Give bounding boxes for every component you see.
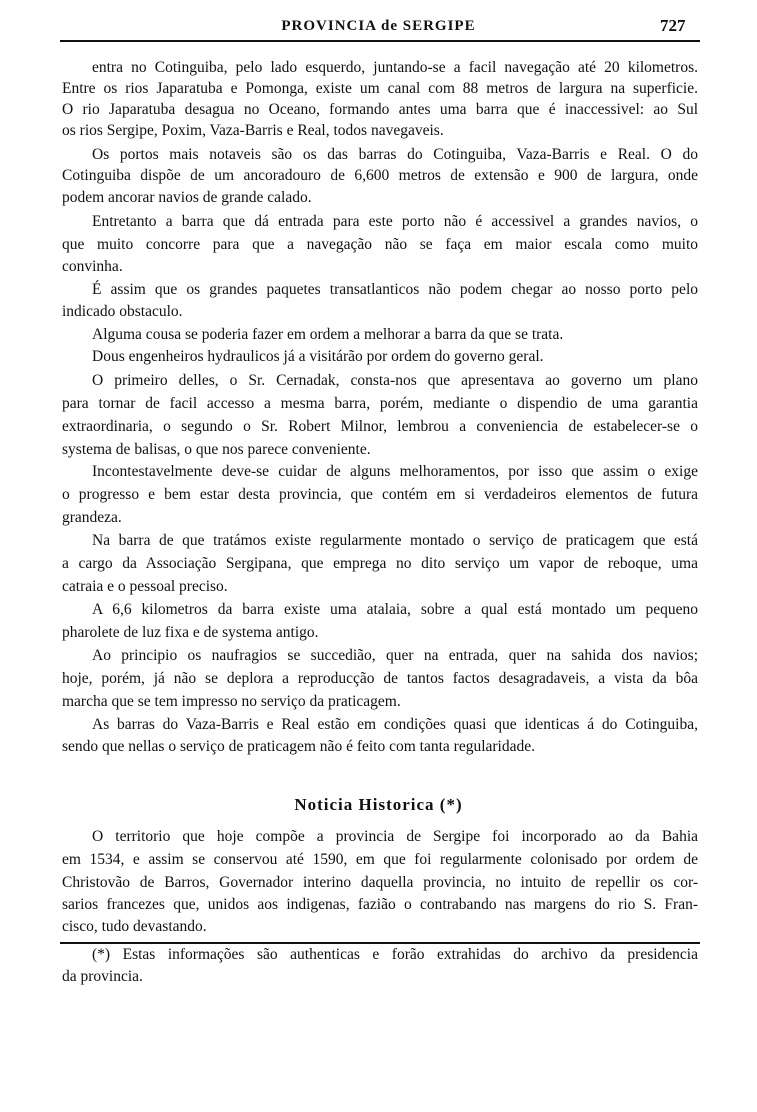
text-line: Os portos mais notaveis são os das barras do Cotinguiba, Vaza-Barris e Real. O do (92, 146, 698, 163)
text-line: catraia e o pessoal preciso. (62, 578, 228, 595)
text-line: em 1534, e assim se conservou até 1590, em que foi regularmente colonisado por ordem de (62, 851, 698, 868)
text-line: systema de balisas, o que nos parece conveniente. (62, 441, 371, 458)
text-line: Cotinguiba dispõe de um ancoradouro de 6,600 metros de extensão e 900 de largura, onde (62, 167, 698, 184)
footnote-rule (60, 942, 700, 944)
text-line: O territorio que hoje compõe a provincia de Sergipe foi incorporado ao da Bahia (92, 828, 698, 845)
text-line: cisco, tudo devastando. (62, 918, 207, 935)
text-line: sarios francezes que, unidos aos indigenas, fazião o contrabando nas margens do rio S. Fran- (62, 896, 698, 913)
text-line: extraordinaria, o segundo o Sr. Robert Milnor, lembrou a conveniencia de estabelecer-se o (62, 418, 698, 435)
text-line: Dous engenheiros hydraulicos já a visitárão por ordem do governo geral. (92, 348, 544, 365)
text-line: para tornar de facil accesso a mesma barra, porém, mediante o dispendio de uma garantia (62, 395, 698, 412)
text-line: O primeiro delles, o Sr. Cernadak, consta-nos que apresentava ao governo um plano (92, 372, 698, 389)
text-line: hoje, porém, já não se deplora a reproducção de tantos factos desagradaveis, a vista da bôa (62, 670, 698, 687)
text-line: o progresso e bem estar desta provincia, que contém em si verdadeiros elementos de futura (62, 486, 698, 503)
running-header: PROVINCIA de SERGIPE (281, 18, 476, 34)
text-line: podem ancorar navios de grande calado. (62, 189, 312, 206)
text-line: sendo que nellas o serviço de praticagem não é feito com tanta regularidade. (62, 738, 535, 755)
section-title: Noticia Historica (*) (294, 795, 463, 814)
text-line: Ao principio os naufragios se succedião, quer na entrada, quer na sahida dos navios; (92, 647, 698, 664)
text-line: Christovão de Barros, Governador interino daquella provincia, no intuito de repellir os cor- (62, 874, 698, 891)
text-line: O rio Japaratuba desagua no Oceano, formando antes uma barra que é inaccessivel: ao Sul (62, 101, 698, 118)
text-line: que muito concorre para que a navegação não se faça em maior escala como muito (62, 236, 698, 253)
text-line: As barras do Vaza-Barris e Real estão em condições quasi que identicas á do Cotinguiba, (92, 716, 698, 733)
text-line: Na barra de que tratámos existe regularmente montado o serviço de praticagem que está (92, 532, 698, 549)
text-line: É assim que os grandes paquetes transatlanticos não podem chegar ao nosso porto pelo (92, 281, 698, 298)
text-line: Entretanto a barra que dá entrada para este porto não é accessivel a grandes navios, o (92, 213, 698, 230)
text-line: a cargo da Associação Sergipana, que emprega no dito serviço um vapor de reboque, uma (62, 555, 698, 572)
text-line: marcha que se tem impresso no serviço da praticagem. (62, 693, 401, 710)
page-number: 727 (660, 16, 686, 35)
header-rule (60, 40, 700, 42)
text-line: Alguma cousa se poderia fazer em ordem a melhorar a barra da que se trata. (92, 326, 564, 343)
text-line: indicado obstaculo. (62, 303, 183, 320)
text-line: Incontestavelmente deve-se cuidar de alguns melhoramentos, por isso que assim o exige (92, 463, 698, 480)
text-line: pharolete de luz fixa e de systema antigo. (62, 624, 319, 641)
text-line: da provincia. (62, 968, 143, 985)
text-line: grandeza. (62, 509, 122, 526)
text-line: A 6,6 kilometros da barra existe uma atalaia, sobre a qual está montado um pequeno (92, 601, 698, 618)
text-line: os rios Sergipe, Poxim, Vaza-Barris e Real, todos navegaveis. (62, 122, 444, 139)
text-line: entra no Cotinguiba, pelo lado esquerdo, juntando-se a facil navegação até 20 kilometros. (92, 59, 698, 76)
text-line: Entre os rios Japaratuba e Pomonga, existe um canal com 88 metros de largura na superficie. (62, 80, 698, 97)
text-line: convinha. (62, 258, 123, 275)
text-line: (*) Estas informações são authenticas e forão extrahidas do archivo da presidencia (92, 946, 698, 963)
